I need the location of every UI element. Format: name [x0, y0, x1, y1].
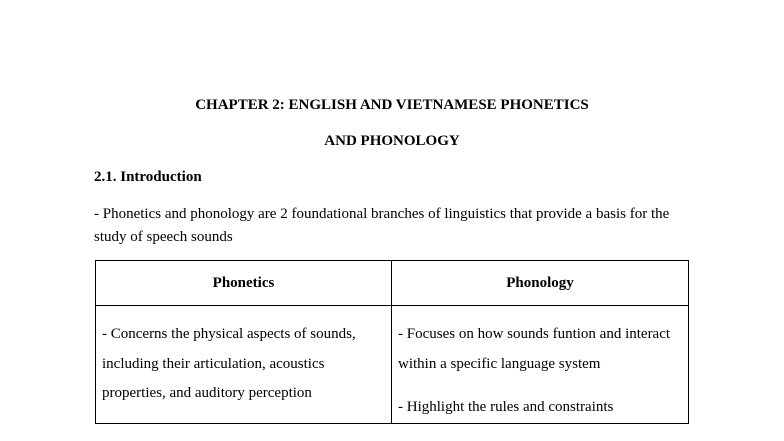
chapter-title-line-2: AND PHONOLOGY — [324, 133, 460, 149]
comparison-table — [95, 260, 689, 424]
phonetics-cell — [96, 306, 392, 424]
phonetics-point-1: - Concerns the physical aspects of sounds, including their articulation, acoustics properties, and auditory perception — [102, 326, 356, 401]
phonology-point-2: - Highlight the rules and constraints — [398, 399, 614, 415]
header-phonology: Phonology — [392, 261, 689, 306]
chapter-title-line-1: CHAPTER 2: ENGLISH AND VIETNAMESE PHONETICS — [195, 97, 589, 113]
phonology-point-1: - Focuses on how sounds funtion and interact within a specific language system — [398, 326, 671, 372]
section-heading: 2.1. Introduction — [94, 169, 202, 185]
phonology-cell — [392, 306, 689, 424]
intro-paragraph: - Phonetics and phonology are 2 foundational branches of linguistics that provide a basis for the study of speech sounds — [94, 206, 670, 245]
table-row — [96, 306, 689, 424]
table-header-row — [96, 261, 689, 306]
header-phonetics: Phonetics — [96, 261, 392, 306]
